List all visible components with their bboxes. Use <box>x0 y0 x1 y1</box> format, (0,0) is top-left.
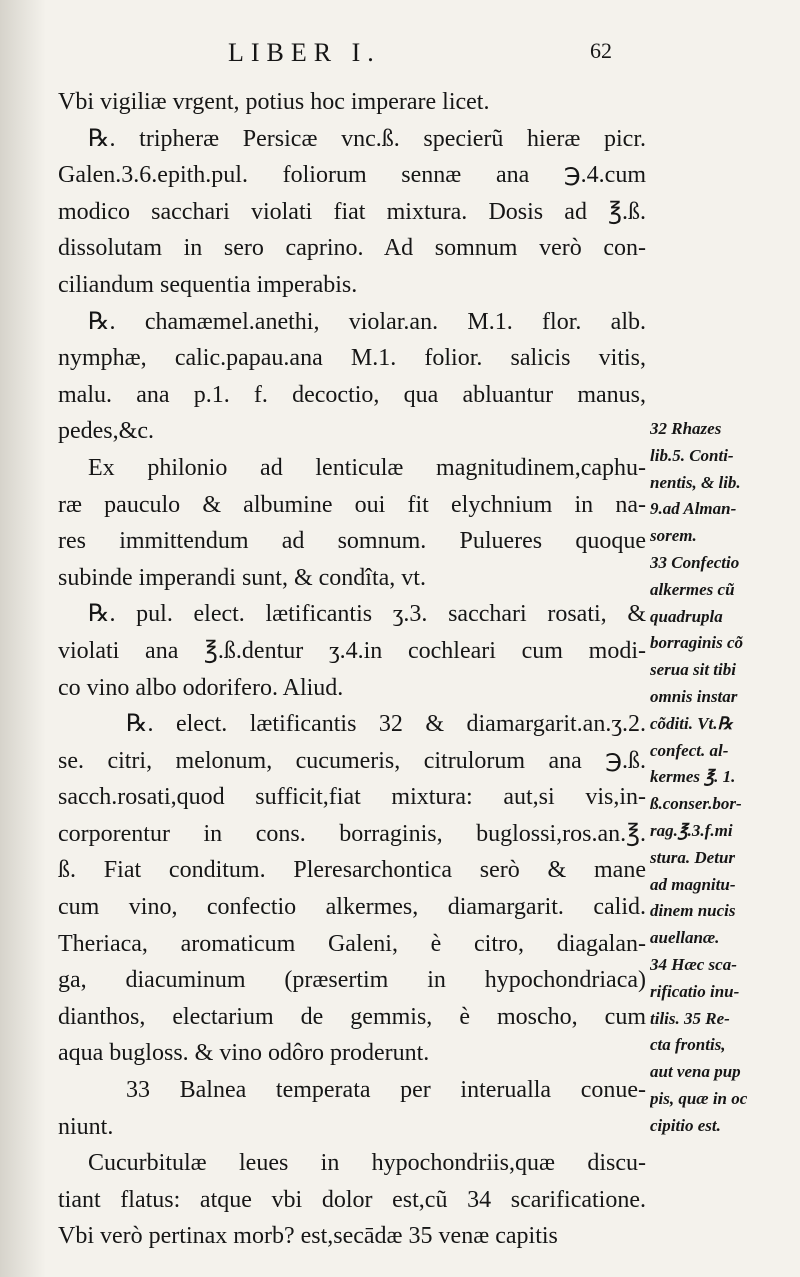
margin-note-line: aut vena pup <box>650 1062 741 1082</box>
text-line: se. citri, melonum, cucumeris, citrulorum ana ℈.ß. <box>58 747 646 774</box>
margin-note-line: confect. al- <box>650 740 729 760</box>
text-line: tiant flatus: atque vbi dolor est,cũ 34 scarificatione. <box>58 1186 646 1213</box>
margin-note-line: 9.ad Alman- <box>650 499 737 519</box>
text-line: Vbi verò pertinax morb? est,secādæ 35 venæ capitis <box>58 1223 558 1250</box>
text-line: ciliandum sequentia imperabis. <box>58 271 358 298</box>
text-line: Cucurbitulæ leues in hypochondriis,quæ discu- <box>88 1150 646 1177</box>
margin-note-line: dinem nucis <box>650 901 736 921</box>
margin-note-line: pis, quæ in oc <box>650 1088 748 1108</box>
margin-note-line: 32 Rhazes <box>650 419 722 438</box>
text-line: ß. Fiat conditum. Pleresarchontica serò & mane <box>58 857 646 884</box>
margin-note-line: stura. Detur <box>650 847 736 867</box>
text-line: 33 Balnea temperata per interualla conue- <box>126 1077 646 1104</box>
margin-note-line: cipitio est. <box>650 1115 721 1135</box>
text-line: ℞. pul. elect. lætificantis ʒ.3. sacchari rosati, & <box>88 601 646 628</box>
text-line: cum vino, confectio alkermes, diamargarit. calid. <box>58 894 646 921</box>
page-header <box>0 36 800 76</box>
text-line: aqua bugloss. & vino odôro proderunt. <box>58 1040 430 1067</box>
text-line: ℞. tripheræ Persicæ vnc.ß. specierũ hieræ picr. <box>88 125 646 152</box>
text-line: Theriaca, aromaticum Galeni, è citro, diagalan- <box>58 930 646 957</box>
margin-note-line: serua sit tibi <box>650 660 736 680</box>
text-line: dianthos, electarium de gemmis, è moscho, cum <box>58 1003 646 1030</box>
text-line: pedes,&c. <box>58 418 154 445</box>
text-line: ℞. elect. lætificantis 32 & diamargarit.an.ʒ.2. <box>126 711 646 738</box>
margin-note-line: quadrupla <box>650 606 723 626</box>
text-line: dissolutam in sero caprino. Ad somnum verò con- <box>58 235 646 262</box>
text-line: subinde imperandi sunt, & condîta, vt. <box>58 564 426 591</box>
body-text <box>58 84 646 1255</box>
margin-note-line: sorem. <box>650 526 697 546</box>
text-line: Galen.3.6.epith.pul. foliorum sennæ ana ℈.4.cum <box>58 162 646 189</box>
margin-note-line: kermes ℥. 1. <box>650 767 736 787</box>
text-line: nymphæ, calic.papau.ana M.1. folior. salicis vitis, <box>58 345 646 372</box>
text-line: niunt. <box>58 1113 114 1140</box>
margin-note-line: auellanæ. <box>650 928 720 948</box>
text-line: co vino albo odorifero. Aliud. <box>58 674 344 701</box>
margin-notes <box>650 416 790 1140</box>
margin-note-line: rag.℥.3.f.mi <box>650 820 733 840</box>
text-line: ræ pauculo & albumine oui fit elychnium in na- <box>58 491 646 518</box>
margin-note-line: rificatio inu- <box>650 981 740 1001</box>
margin-note-line: cõditi. Vt.℞ <box>650 713 733 733</box>
text-line: corporentur in cons. borraginis, buglossi,ros.an.℥. <box>58 820 646 847</box>
margin-note-line: omnis instar <box>650 686 738 706</box>
margin-note-line: borraginis cõ <box>650 633 744 653</box>
margin-note-line: ad magnitu- <box>650 874 736 894</box>
text-line: violati ana ℥.ß.dentur ʒ.4.in cochleari cum modi- <box>58 637 646 664</box>
text-line: ga, diacuminum (præsertim in hypochondriaca) <box>58 967 646 994</box>
margin-note-line: 33 Confectio <box>650 552 740 572</box>
page-number: 62 <box>590 38 612 63</box>
margin-note-line: ß.conser.bor- <box>650 794 742 814</box>
margin-note-line: tilis. 35 Re- <box>650 1008 730 1028</box>
margin-note-line: cta frontis, <box>650 1035 726 1055</box>
text-line: modico sacchari violati fiat mixtura. Dosis ad ℥.ß. <box>58 198 646 225</box>
margin-note-line: nentis, & lib. <box>650 472 741 492</box>
text-line: res immittendum ad somnum. Pulueres quoque <box>58 528 646 555</box>
margin-note-line: lib.5. Conti- <box>650 445 734 465</box>
text-line: malu. ana p.1. f. decoctio, qua abluantur manus, <box>58 381 646 408</box>
text-line: Ex philonio ad lenticulæ magnitudinem,caphu- <box>88 454 646 481</box>
running-head: LIBER I. <box>228 38 381 67</box>
margin-note-line: alkermes cũ <box>650 579 735 599</box>
text-line: sacch.rosati,quod sufficit,fiat mixtura: aut,si vis,in- <box>58 784 646 811</box>
margin-note-line: 34 Hæc sca- <box>650 954 737 974</box>
text-line: Vbi vigiliæ vrgent, potius hoc imperare licet. <box>58 89 490 115</box>
text-line: ℞. chamæmel.anethi, violar.an. M.1. flor. alb. <box>88 308 646 335</box>
